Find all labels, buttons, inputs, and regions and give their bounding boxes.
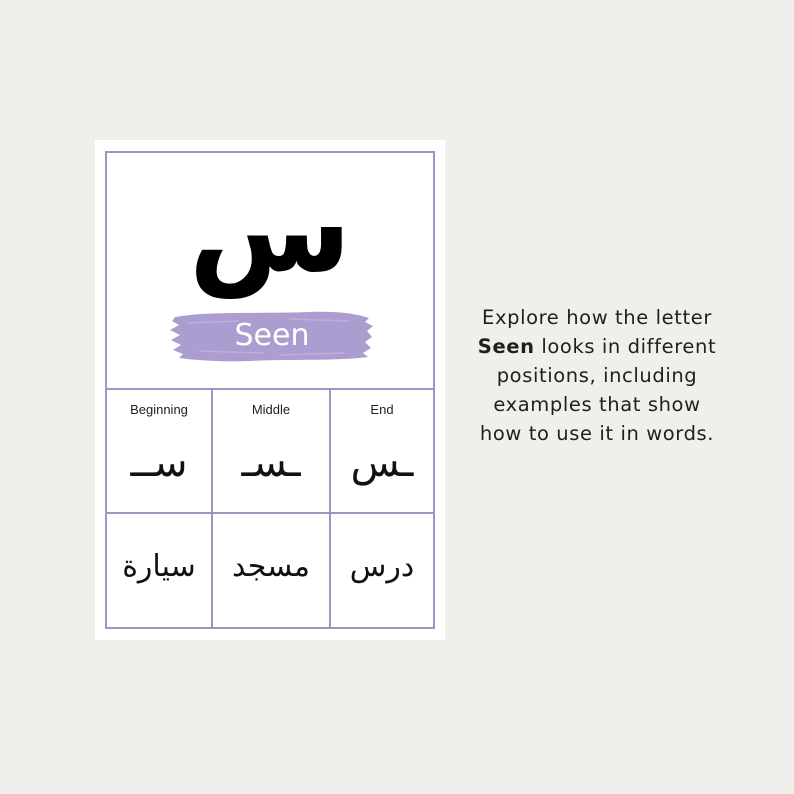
product-description	[470, 303, 724, 448]
position-label: Beginning	[130, 402, 188, 417]
example-word: مسجد	[232, 549, 310, 584]
description-letter-name: Seen	[477, 335, 535, 358]
letter-form-medial: ـسـ	[241, 440, 301, 486]
letter-name: Seen	[234, 318, 310, 353]
arabic-letter: س	[188, 160, 352, 298]
position-cell-middle	[213, 388, 331, 512]
letter-forms-table	[107, 388, 433, 627]
positions-row	[107, 388, 433, 514]
description-text-end: looks in different positions, including examples that show how to use it in words.	[479, 335, 717, 445]
description-text-start: Explore how the letter	[482, 306, 712, 329]
word-cell	[107, 514, 213, 627]
letter-header	[107, 153, 433, 390]
card-frame	[105, 151, 435, 629]
example-word: سيارة	[122, 549, 196, 584]
word-cell	[331, 514, 433, 627]
position-label: End	[370, 402, 394, 417]
example-word: درس	[349, 549, 415, 584]
position-cell-beginning	[107, 388, 213, 512]
letter-flashcard	[95, 140, 445, 640]
letter-name-banner	[169, 309, 375, 363]
word-cell	[213, 514, 331, 627]
letter-form-initial: ســ	[130, 440, 188, 486]
position-cell-end	[331, 388, 433, 512]
example-words-row	[107, 514, 433, 627]
position-label: Middle	[251, 402, 291, 417]
letter-form-final: ـس	[350, 440, 414, 486]
